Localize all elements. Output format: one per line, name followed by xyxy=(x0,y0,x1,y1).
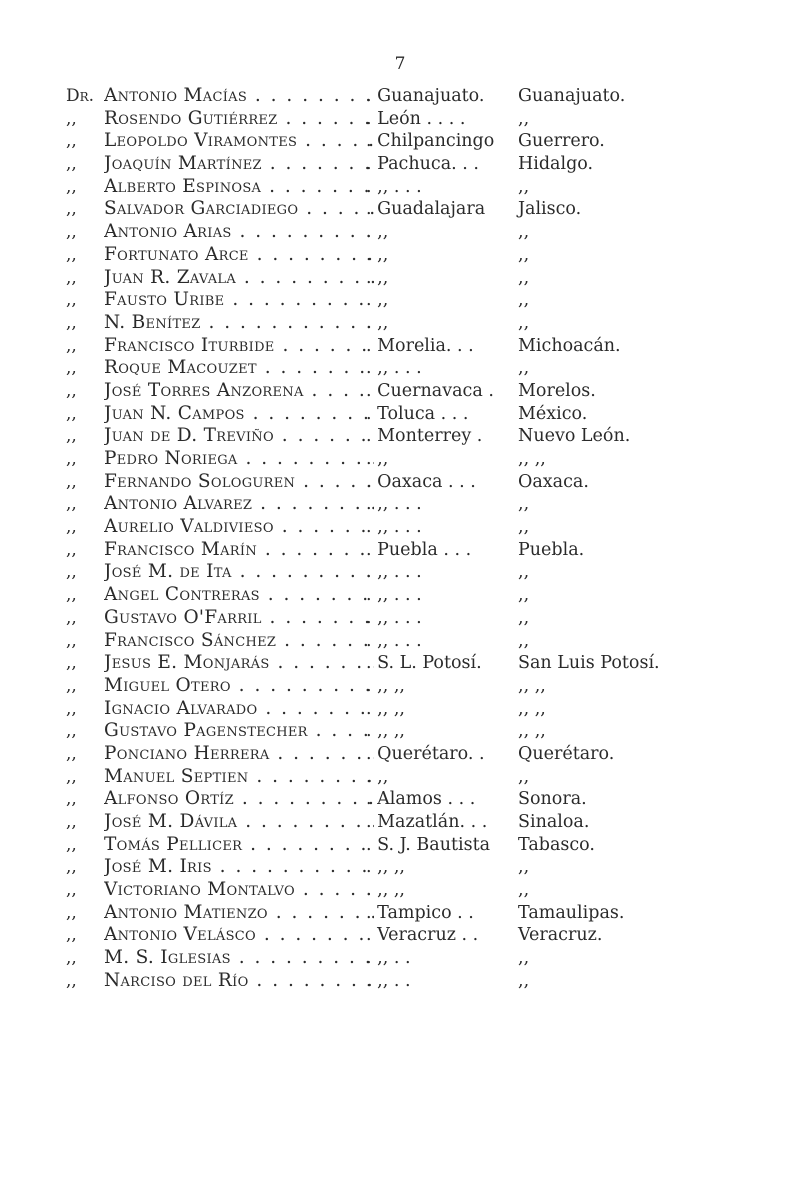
entry-prefix: ,, xyxy=(66,380,77,401)
entry-name: Antonio Alvarez . . . xyxy=(104,493,374,516)
entry-state: Sinaloa. xyxy=(518,812,590,832)
entry-city: . S. J. Bautista xyxy=(366,834,491,855)
list-item xyxy=(66,289,796,312)
entry-state: ,, xyxy=(518,948,530,969)
list-item xyxy=(66,607,796,630)
entry-name: Gustavo Pagenstecher . . . xyxy=(104,720,374,743)
entry-city: . Monterrey . xyxy=(366,426,483,447)
entry-name: Ignacio Alvarado . . . xyxy=(104,698,374,721)
entry-prefix: ,, xyxy=(66,812,77,832)
entry-state: Veracruz. xyxy=(518,925,603,946)
entry-city: . ,, . . . xyxy=(366,494,422,515)
entry-state: Michoacán. xyxy=(518,335,621,356)
entry-prefix: ,, xyxy=(66,698,77,719)
entry-name: Roque Macouzet . . . xyxy=(104,357,374,380)
entry-prefix: ,, xyxy=(66,880,77,901)
list-item xyxy=(66,902,796,925)
entry-city: . ,, . . xyxy=(366,948,411,969)
entry-name: Leopoldo Viramontes . . . xyxy=(104,130,374,153)
entry-prefix: ,, xyxy=(66,970,77,991)
entry-name: Manuel Septien . . . xyxy=(104,766,374,789)
entry-state: ,, ,, xyxy=(518,675,546,696)
entry-name: Alberto Espinosa . . . xyxy=(104,176,374,199)
entry-city: . Oaxaca . . . xyxy=(366,471,476,492)
entry-name: Salvador Garciadiego . . . xyxy=(104,198,374,221)
entry-state: ,, xyxy=(518,176,530,197)
entry-name: José M. de Ita . . . xyxy=(104,561,374,584)
entry-state: Querétaro. xyxy=(518,743,615,764)
entry-state: ,, xyxy=(518,517,530,538)
entry-prefix: ,, xyxy=(66,335,77,356)
entry-name: Antonio Arias . . . xyxy=(104,221,374,244)
entry-name: Pedro Noriega . . . xyxy=(104,448,374,471)
entry-city: . ,, . . . xyxy=(366,358,422,379)
entry-prefix: ,, xyxy=(66,585,77,606)
entry-state: ,, xyxy=(518,607,530,628)
entry-prefix: ,, xyxy=(66,630,77,651)
entry-city: . ,, xyxy=(366,766,389,787)
entry-name: N. Benítez . . . xyxy=(104,312,374,335)
list-item xyxy=(66,675,796,698)
entry-prefix: ,, xyxy=(66,176,77,197)
entry-name: Antonio Velásco . . . xyxy=(104,924,374,947)
entry-name: Angel Contreras . . . xyxy=(104,584,374,607)
list-item xyxy=(66,698,796,721)
entry-name: Juan N. Campos . . . xyxy=(104,403,374,426)
entry-prefix: ,, xyxy=(66,675,77,696)
entry-city: . ,, . . . xyxy=(366,630,422,651)
list-item xyxy=(66,788,796,811)
entry-state: Tabasco. xyxy=(518,834,595,855)
entry-name: Joaquín Martínez . . . xyxy=(104,153,374,176)
list-item xyxy=(66,970,796,993)
entry-prefix: ,, xyxy=(66,199,77,220)
entry-state: Tamaulipas. xyxy=(518,902,625,923)
entry-name: Juan R. Zavala . . . xyxy=(104,267,374,290)
entry-prefix: ,, xyxy=(66,925,77,946)
entry-name: Gustavo O'Farril . . . xyxy=(104,607,374,630)
entry-city: . ,, xyxy=(366,244,389,265)
list-item xyxy=(66,198,796,221)
entry-prefix: ,, xyxy=(66,517,77,538)
entry-state: ,, xyxy=(518,267,530,288)
entry-prefix: ,, xyxy=(66,494,77,515)
entry-state: ,, xyxy=(518,222,530,243)
entry-state: ,, ,, xyxy=(518,721,546,742)
entry-name: Francisco Sánchez . . . xyxy=(104,630,374,653)
entry-state: ,, xyxy=(518,766,530,787)
entry-city: . Chilpancingo xyxy=(366,131,495,152)
list-item xyxy=(66,924,796,947)
list-item xyxy=(66,630,796,653)
entry-state: ,, xyxy=(518,312,530,333)
entry-prefix: ,, xyxy=(66,449,77,469)
entry-prefix: ,, xyxy=(66,721,77,742)
entry-prefix: ,, xyxy=(66,267,77,288)
entry-state: Puebla. xyxy=(518,539,585,560)
list-item xyxy=(66,153,796,176)
list-item xyxy=(66,720,796,743)
list-item xyxy=(66,221,796,244)
entry-state: Jalisco. xyxy=(518,199,582,220)
list-item xyxy=(66,811,796,834)
entry-state: Oaxaca. xyxy=(518,471,589,492)
entry-prefix: ,, xyxy=(66,312,77,333)
entry-city: . ,, . . . xyxy=(366,176,422,197)
list-item xyxy=(66,584,796,607)
entry-state: Sonora. xyxy=(518,789,587,810)
entry-prefix: ,, xyxy=(66,290,77,311)
entry-state: ,, xyxy=(518,244,530,265)
entry-name: Narciso del Río . . . xyxy=(104,970,374,993)
entry-state: Morelos. xyxy=(518,380,596,401)
list-item xyxy=(66,380,796,403)
entry-city: . Guadalajara xyxy=(366,199,486,220)
entry-name: Victoriano Montalvo . . . xyxy=(104,879,374,902)
entry-prefix: ,, xyxy=(66,948,77,969)
entry-city: . ,, xyxy=(366,312,389,333)
entry-prefix: ,, xyxy=(66,607,77,628)
entry-prefix: ,, xyxy=(66,743,77,764)
entry-prefix: ,, xyxy=(66,562,77,583)
entry-city: . ,, . . . xyxy=(366,607,422,628)
list-item xyxy=(66,766,796,789)
entry-city: . ,, ,, xyxy=(366,698,405,719)
list-item xyxy=(66,425,796,448)
entry-prefix: ,, xyxy=(66,244,77,265)
entry-city: . ,, . . . xyxy=(366,562,422,583)
entry-city: . ,, . . xyxy=(366,970,411,991)
entry-city: . Guanajuato. xyxy=(366,86,485,106)
entry-state: ,, ,, xyxy=(518,698,546,719)
entry-name: José M. Dávila . . . xyxy=(104,811,374,834)
list-item xyxy=(66,448,796,471)
entry-state: ,, xyxy=(518,585,530,606)
entry-name: M. S. Iglesias . . . xyxy=(104,947,374,970)
entry-city: . ,, xyxy=(366,449,389,469)
list-item xyxy=(66,335,796,358)
entry-city: . Mazatlán. . . xyxy=(366,812,488,832)
entry-name: Antonio Macías . . . xyxy=(104,85,374,108)
entry-city: . Veracruz . . xyxy=(366,925,479,946)
entry-city: . ,, ,, xyxy=(366,880,405,901)
entry-city: . Morelia. . . xyxy=(366,335,474,356)
entry-prefix: ,, xyxy=(66,653,77,674)
entry-prefix: ,, xyxy=(66,539,77,560)
entry-state: ,, xyxy=(518,108,530,129)
list-item xyxy=(66,652,796,675)
list-item xyxy=(66,244,796,267)
entry-name: Antonio Matienzo . . . xyxy=(104,902,374,925)
list-item xyxy=(66,403,796,426)
entry-name: Fausto Uribe . . . xyxy=(104,289,374,312)
entry-state: ,, xyxy=(518,562,530,583)
entry-name: Fortunato Arce . . . xyxy=(104,244,374,267)
entry-city: . ,, ,, xyxy=(366,721,405,742)
list-item xyxy=(66,108,796,131)
list-item xyxy=(66,834,796,857)
entry-city: . ,, . . . xyxy=(366,585,422,606)
entry-city: . Toluca . . . xyxy=(366,403,469,424)
list-item xyxy=(66,539,796,562)
entry-state: ,, xyxy=(518,970,530,991)
entry-city: . S. L. Potosí. xyxy=(366,653,482,674)
entry-state: ,, xyxy=(518,857,530,878)
entry-prefix: ,, xyxy=(66,426,77,447)
entry-city: . León . . . . xyxy=(366,108,466,129)
list-item xyxy=(66,947,796,970)
list-item xyxy=(66,879,796,902)
entry-state: México. xyxy=(518,403,588,424)
entry-state: ,, xyxy=(518,358,530,379)
list-item xyxy=(66,130,796,153)
list-item xyxy=(66,85,796,108)
entry-name: Aurelio Valdivieso . . . xyxy=(104,516,374,539)
entry-city: . ,, . . . xyxy=(366,517,422,538)
entry-name: Ponciano Herrera . . . xyxy=(104,743,374,766)
entry-name: Tomás Pellicer . . . xyxy=(104,834,374,857)
entry-prefix: ,, xyxy=(66,222,77,243)
entry-name: Rosendo Gutiérrez . . . xyxy=(104,108,374,131)
entry-state: ,, xyxy=(518,494,530,515)
entry-prefix: ,, xyxy=(66,766,77,787)
entry-city: . Puebla . . . xyxy=(366,539,472,560)
entry-name: José Torres Anzorena . . . xyxy=(104,380,374,403)
entry-prefix: ,, xyxy=(66,789,77,810)
entry-name: Miguel Otero . . . xyxy=(104,675,374,698)
entry-name: Fernando Sologuren . . . xyxy=(104,471,374,494)
entry-city: . ,, ,, xyxy=(366,857,405,878)
entry-city: . Alamos . . . xyxy=(366,789,476,810)
entry-prefix: ,, xyxy=(66,154,77,175)
entry-city: . Pachuca. . . xyxy=(366,154,479,175)
entry-city: . ,, xyxy=(366,290,389,311)
entry-state: Nuevo León. xyxy=(518,426,631,447)
entry-name: Francisco Marín . . . xyxy=(104,539,374,562)
entry-state: ,, xyxy=(518,880,530,901)
list-item xyxy=(66,312,796,335)
entry-prefix: ,, xyxy=(66,131,77,152)
entry-prefix: ,, xyxy=(66,834,77,855)
list-item xyxy=(66,856,796,879)
entry-name: Alfonso Ortíz . . . xyxy=(104,788,374,811)
list-item xyxy=(66,743,796,766)
entry-city: . ,, xyxy=(366,267,389,288)
entry-name: Juan de D. Treviño . . . xyxy=(104,425,374,448)
entry-prefix: ,, xyxy=(66,358,77,379)
entry-city: . Cuernavaca . xyxy=(366,380,494,401)
list-item xyxy=(66,357,796,380)
entry-prefix: ,, xyxy=(66,108,77,129)
entry-state: Hidalgo. xyxy=(518,154,594,175)
list-item xyxy=(66,471,796,494)
list-item xyxy=(66,176,796,199)
physician-listing xyxy=(66,85,796,993)
entry-state: ,, xyxy=(518,630,530,651)
entry-state: ,, ,, xyxy=(518,449,546,469)
entry-prefix: ,, xyxy=(66,403,77,424)
entry-prefix: ,, xyxy=(66,902,77,923)
entry-name: Jesus E. Monjarás . . . xyxy=(104,652,374,675)
entry-prefix: ,, xyxy=(66,471,77,492)
entry-name: José M. Iris . . . xyxy=(104,856,374,879)
entry-city: . ,, ,, xyxy=(366,675,405,696)
entry-prefix: Dr. xyxy=(66,86,95,106)
list-item xyxy=(66,493,796,516)
entry-state: Guanajuato. xyxy=(518,86,626,106)
list-item xyxy=(66,267,796,290)
entry-state: Guerrero. xyxy=(518,131,605,152)
page-number: 7 xyxy=(394,54,406,74)
entry-name: Francisco Iturbide . . . xyxy=(104,335,374,358)
entry-state: San Luis Potosí. xyxy=(518,653,660,674)
entry-city: . Tampico . . xyxy=(366,902,474,923)
entry-city: . ,, xyxy=(366,222,389,243)
entry-city: . Querétaro. . xyxy=(366,743,485,764)
list-item xyxy=(66,561,796,584)
list-item xyxy=(66,516,796,539)
entry-prefix: ,, xyxy=(66,857,77,878)
entry-state: ,, xyxy=(518,290,530,311)
